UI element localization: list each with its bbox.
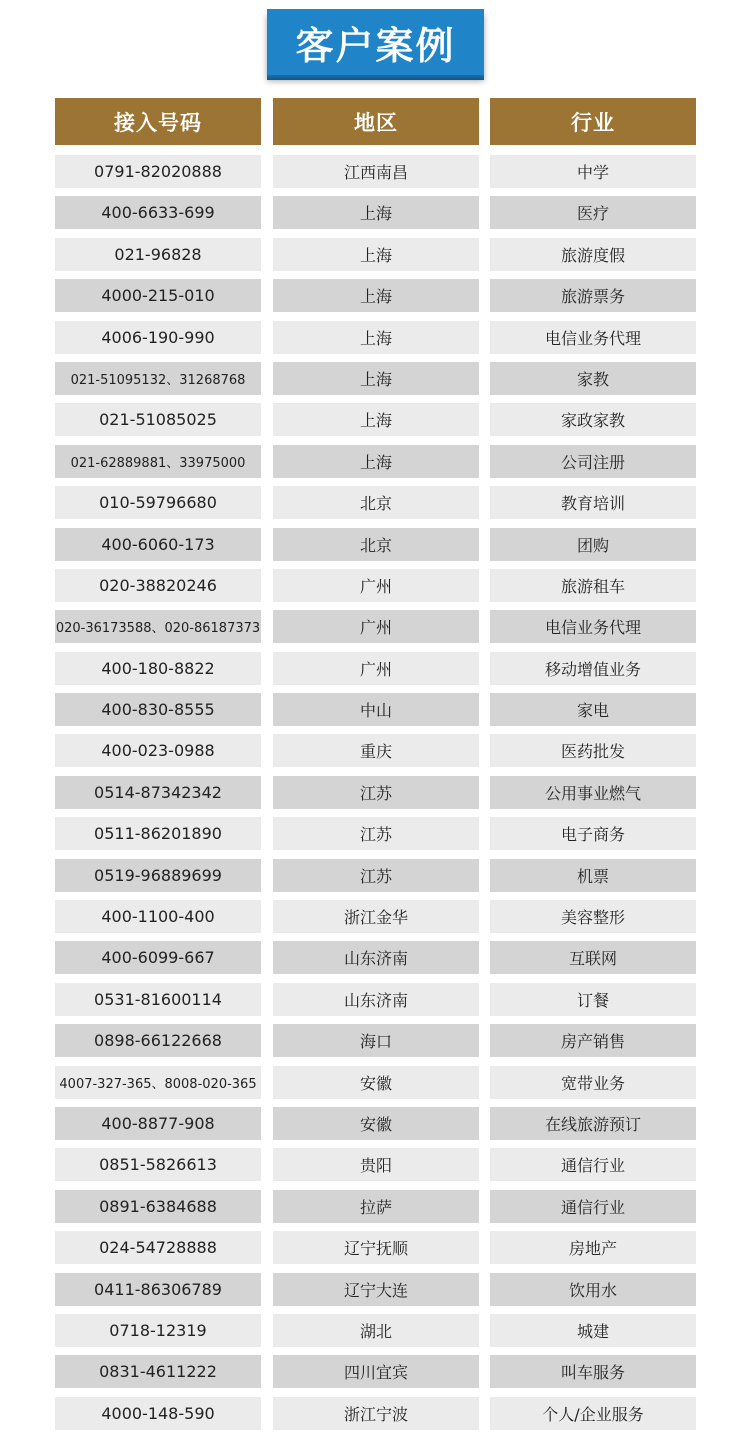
table-row [55, 445, 696, 478]
cell-industry: 团购 [490, 528, 696, 561]
cell-number: 024-54728888 [55, 1231, 261, 1264]
cell-industry: 中学 [490, 155, 696, 188]
cell-region: 安徽 [273, 1107, 479, 1140]
header-region: 地区 [273, 98, 479, 145]
table-row [55, 155, 696, 188]
cell-region: 广州 [273, 610, 479, 643]
cell-industry: 电信业务代理 [490, 321, 696, 354]
cell-number: 0791-82020888 [55, 155, 261, 188]
table-row [55, 1066, 696, 1099]
cell-region: 上海 [273, 279, 479, 312]
cell-region: 上海 [273, 445, 479, 478]
cell-region: 江西南昌 [273, 155, 479, 188]
cell-industry: 通信行业 [490, 1190, 696, 1223]
table-row [55, 941, 696, 974]
title-banner [267, 9, 484, 87]
cell-industry: 教育培训 [490, 486, 696, 519]
cell-industry: 公司注册 [490, 445, 696, 478]
cell-number: 020-36173588、020-86187373 [55, 610, 261, 643]
cell-number: 0898-66122668 [55, 1024, 261, 1057]
table-row [55, 652, 696, 685]
cell-industry: 城建 [490, 1314, 696, 1347]
table-row [55, 1314, 696, 1347]
cell-industry: 公用事业燃气 [490, 776, 696, 809]
cell-number: 0511-86201890 [55, 817, 261, 850]
cell-region: 上海 [273, 238, 479, 271]
table-row [55, 1190, 696, 1223]
table-row [55, 362, 696, 395]
cell-number: 0411-86306789 [55, 1273, 261, 1306]
cell-number: 021-51095132、31268768 [55, 362, 261, 395]
cell-number: 021-51085025 [55, 403, 261, 436]
cell-number: 4000-215-010 [55, 279, 261, 312]
cell-number: 0851-5826613 [55, 1148, 261, 1181]
cell-region: 上海 [273, 196, 479, 229]
header-industry: 行业 [490, 98, 696, 145]
cell-industry: 电信业务代理 [490, 610, 696, 643]
cell-region: 上海 [273, 321, 479, 354]
cell-number: 0718-12319 [55, 1314, 261, 1347]
table-row [55, 321, 696, 354]
cell-number: 400-6060-173 [55, 528, 261, 561]
cell-region: 上海 [273, 403, 479, 436]
cell-industry: 房产销售 [490, 1024, 696, 1057]
cell-region: 浙江金华 [273, 900, 479, 933]
table-row [55, 1231, 696, 1264]
cell-region: 辽宁抚顺 [273, 1231, 479, 1264]
cell-region: 拉萨 [273, 1190, 479, 1223]
cell-number: 0514-87342342 [55, 776, 261, 809]
table-row [55, 569, 696, 602]
cell-region: 山东济南 [273, 983, 479, 1016]
cell-region: 贵阳 [273, 1148, 479, 1181]
cell-number: 4006-190-990 [55, 321, 261, 354]
cell-region: 四川宜宾 [273, 1355, 479, 1388]
cell-region: 江苏 [273, 776, 479, 809]
table-row [55, 817, 696, 850]
cell-industry: 饮用水 [490, 1273, 696, 1306]
cell-region: 江苏 [273, 859, 479, 892]
header-number: 接入号码 [55, 98, 261, 145]
cell-number: 400-6099-667 [55, 941, 261, 974]
cell-number: 400-6633-699 [55, 196, 261, 229]
cell-industry: 家政家教 [490, 403, 696, 436]
cell-industry: 电子商务 [490, 817, 696, 850]
table-row [55, 1024, 696, 1057]
cell-region: 北京 [273, 486, 479, 519]
cell-industry: 通信行业 [490, 1148, 696, 1181]
cell-region: 山东济南 [273, 941, 479, 974]
table-row [55, 1355, 696, 1388]
cell-industry: 旅游票务 [490, 279, 696, 312]
table-row [55, 734, 696, 767]
table-row [55, 1397, 696, 1430]
cell-industry: 家教 [490, 362, 696, 395]
cell-number: 400-1100-400 [55, 900, 261, 933]
cell-region: 浙江宁波 [273, 1397, 479, 1430]
table-row [55, 238, 696, 271]
table-row [55, 486, 696, 519]
cell-number: 0531-81600114 [55, 983, 261, 1016]
cell-industry: 互联网 [490, 941, 696, 974]
table-row [55, 900, 696, 933]
cell-industry: 订餐 [490, 983, 696, 1016]
cell-number: 400-180-8822 [55, 652, 261, 685]
table-row [55, 1148, 696, 1181]
table-body [55, 155, 696, 1430]
cell-industry: 在线旅游预订 [490, 1107, 696, 1140]
cell-number: 4007-327-365、8008-020-365 [55, 1066, 261, 1099]
cell-industry: 医疗 [490, 196, 696, 229]
cell-region: 广州 [273, 569, 479, 602]
cell-number: 4000-148-590 [55, 1397, 261, 1430]
cell-number: 0519-96889699 [55, 859, 261, 892]
table-row [55, 279, 696, 312]
cell-number: 021-62889881、33975000 [55, 445, 261, 478]
table-row [55, 528, 696, 561]
cell-region: 江苏 [273, 817, 479, 850]
cell-number: 0831-4611222 [55, 1355, 261, 1388]
cell-industry: 移动增值业务 [490, 652, 696, 685]
cell-region: 中山 [273, 693, 479, 726]
cell-industry: 机票 [490, 859, 696, 892]
cell-number: 400-023-0988 [55, 734, 261, 767]
cell-number: 400-8877-908 [55, 1107, 261, 1140]
table-row [55, 693, 696, 726]
cell-region: 安徽 [273, 1066, 479, 1099]
cell-industry: 医药批发 [490, 734, 696, 767]
cell-region: 重庆 [273, 734, 479, 767]
cell-industry: 家电 [490, 693, 696, 726]
cell-industry: 宽带业务 [490, 1066, 696, 1099]
cell-number: 020-38820246 [55, 569, 261, 602]
page-title: 客户案例 [267, 9, 484, 75]
table-header-row [55, 98, 696, 145]
table-row [55, 1273, 696, 1306]
cell-industry: 旅游度假 [490, 238, 696, 271]
table-row [55, 1107, 696, 1140]
table-row [55, 610, 696, 643]
customer-cases-table [55, 98, 696, 1438]
cell-number: 010-59796680 [55, 486, 261, 519]
table-row [55, 196, 696, 229]
cell-region: 上海 [273, 362, 479, 395]
banner-shadow-strip [267, 75, 484, 80]
cell-number: 0891-6384688 [55, 1190, 261, 1223]
cell-region: 海口 [273, 1024, 479, 1057]
cell-region: 北京 [273, 528, 479, 561]
table-row [55, 859, 696, 892]
table-row [55, 776, 696, 809]
cell-region: 辽宁大连 [273, 1273, 479, 1306]
cell-industry: 叫车服务 [490, 1355, 696, 1388]
cell-number: 021-96828 [55, 238, 261, 271]
cell-industry: 旅游租车 [490, 569, 696, 602]
cell-region: 湖北 [273, 1314, 479, 1347]
cell-region: 广州 [273, 652, 479, 685]
cell-number: 400-830-8555 [55, 693, 261, 726]
table-row [55, 403, 696, 436]
cell-industry: 个人/企业服务 [490, 1397, 696, 1430]
table-row [55, 983, 696, 1016]
cell-industry: 美容整形 [490, 900, 696, 933]
cell-industry: 房地产 [490, 1231, 696, 1264]
